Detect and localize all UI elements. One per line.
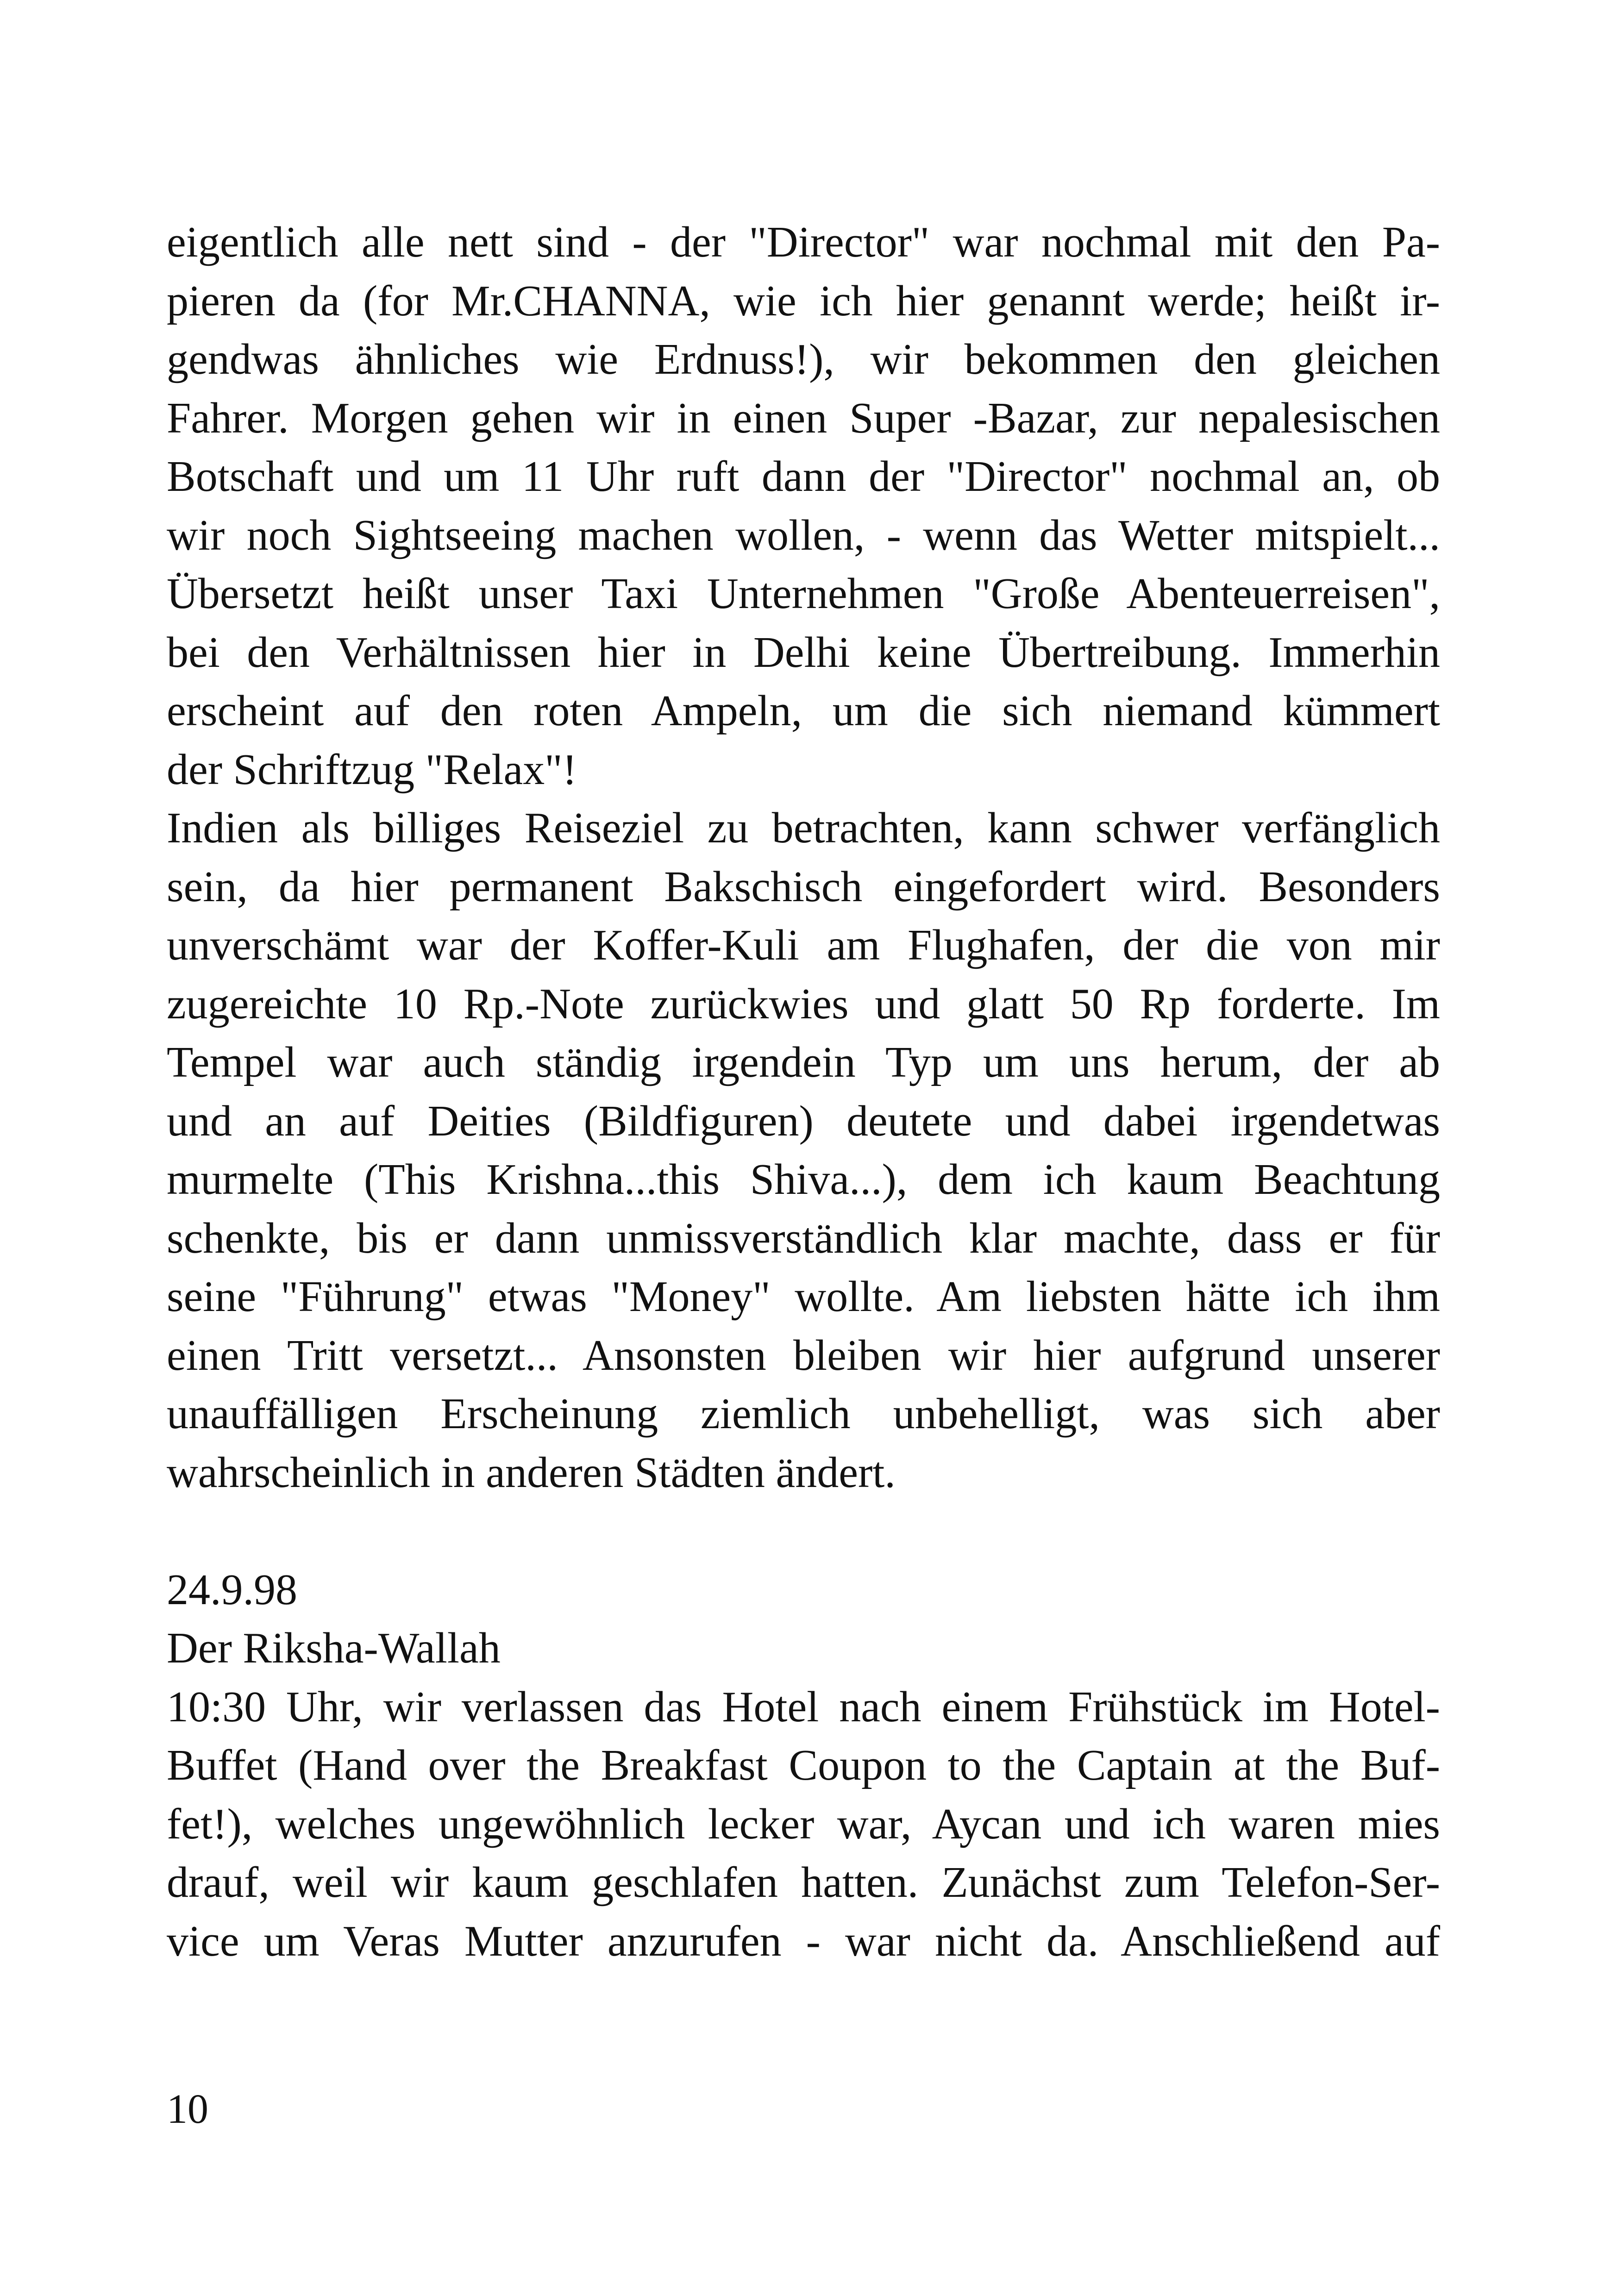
text-line: eigentlich alle nett sind - der "Director" war nochmal mit den Pa- <box>167 218 1440 266</box>
text-line: Der Riksha-Wallah <box>167 1624 501 1672</box>
text-line: wahrscheinlich in anderen Städten ändert. <box>167 1448 896 1497</box>
text-line: Tempel war auch ständig irgendein Typ um uns herum, der ab <box>167 1038 1440 1086</box>
text-line: unauffälligen Erscheinung ziemlich unbehelligt, was sich aber <box>167 1390 1440 1438</box>
text-line: fet!), welches ungewöhnlich lecker war, Aycan und ich waren mies <box>167 1800 1440 1848</box>
text-line: sein, da hier permanent Bakschisch eingefordert wird. Besonders <box>167 862 1440 911</box>
text-line: drauf, weil wir kaum geschlafen hatten. Zunächst zum Telefon-Ser- <box>167 1858 1440 1907</box>
text-line: Buffet (Hand over the Breakfast Coupon to the Captain at the Buf- <box>167 1741 1440 1789</box>
text-line: einen Tritt versetzt... Ansonsten bleiben wir hier aufgrund unserer <box>167 1331 1440 1380</box>
text-line: und an auf Deities (Bildfiguren) deutete und dabei irgendetwas <box>167 1097 1440 1145</box>
text-line: erscheint auf den roten Ampeln, um die sich niemand kümmert <box>167 687 1440 735</box>
text-line: wir noch Sightseeing machen wollen, - wenn das Wetter mitspielt... <box>167 511 1440 559</box>
page-number: 10 <box>167 2086 208 2132</box>
text-line: 10:30 Uhr, wir verlassen das Hotel nach einem Frühstück im Hotel- <box>167 1682 1440 1731</box>
text-line: vice um Veras Mutter anzurufen - war nicht da. Anschließend auf <box>167 1917 1440 1965</box>
text-line: schenkte, bis er dann unmissverständlich klar machte, dass er für <box>167 1214 1440 1262</box>
text-line: Botschaft und um 11 Uhr ruft dann der "Director" nochmal an, ob <box>167 452 1440 501</box>
text-line: pieren da (for Mr.CHANNA, wie ich hier genannt werde; heißt ir- <box>167 276 1440 325</box>
body-text <box>167 213 1440 1970</box>
text-line: seine "Führung" etwas "Money" wollte. Am liebsten hätte ich ihm <box>167 1273 1440 1321</box>
text-line: bei den Verhältnissen hier in Delhi keine Übertreibung. Immerhin <box>167 628 1440 677</box>
text-line: gendwas ähnliches wie Erdnuss!), wir bekommen den gleichen <box>167 335 1440 383</box>
text-line: Indien als billiges Reiseziel zu betrachten, kann schwer verfänglich <box>167 804 1440 852</box>
text-line: 24.9.98 <box>167 1565 297 1614</box>
text-line: zugereichte 10 Rp.-Note zurückwies und glatt 50 Rp forderte. Im <box>167 979 1440 1028</box>
text-line: Fahrer. Morgen gehen wir in einen Super -Bazar, zur nepalesischen <box>167 394 1440 442</box>
text-line: der Schriftzug "Relax"! <box>167 745 577 794</box>
blank-line <box>167 1502 1440 1561</box>
text-line: unverschämt war der Koffer-Kuli am Flughafen, der die von mir <box>167 921 1440 969</box>
text-line: Übersetzt heißt unser Taxi Unternehmen "Große Abenteuerreisen", <box>167 570 1440 618</box>
text-line: murmelte (This Krishna...this Shiva...), dem ich kaum Beachtung <box>167 1155 1440 1204</box>
